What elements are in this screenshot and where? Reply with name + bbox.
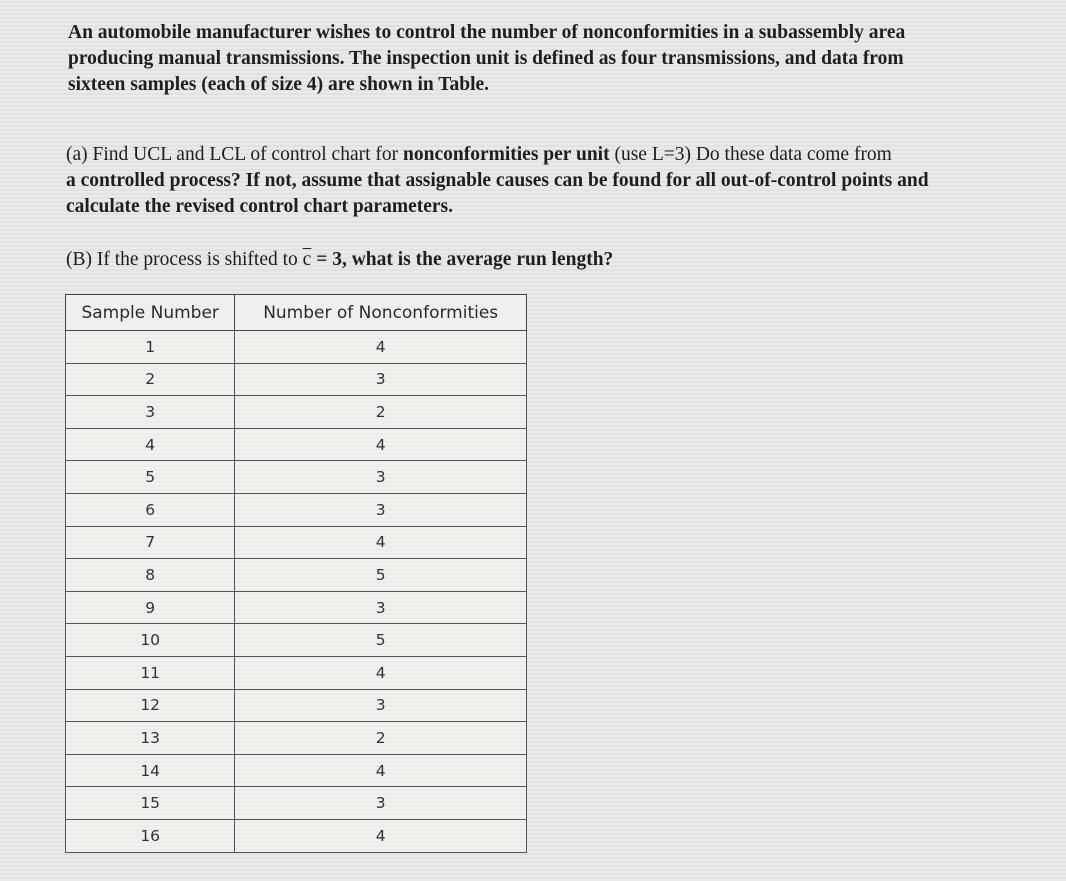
intro-line: An automobile manufacturer wishes to control the number of nonconformities in a subassembly area — [68, 22, 906, 43]
nonconformities-cell: 3 — [235, 493, 527, 526]
part-a-question — [66, 142, 1056, 220]
sample-number-cell: 9 — [66, 591, 235, 624]
nonconformities-cell: 5 — [235, 559, 527, 592]
nonconformities-cell: 3 — [235, 461, 527, 494]
table-row — [66, 819, 527, 852]
nonconformities-cell: 4 — [235, 428, 527, 461]
table-row — [66, 331, 527, 364]
nonconformities-cell: 5 — [235, 624, 527, 657]
part-b-prefix: (B) If the process is shifted to — [66, 249, 303, 270]
intro-line: sixteen samples (each of size 4) are shown in Table. — [68, 74, 490, 95]
table-row — [66, 754, 527, 787]
table-row — [66, 689, 527, 722]
nonconformities-cell: 2 — [235, 722, 527, 755]
sample-number-cell: 12 — [66, 689, 235, 722]
part-b-question — [66, 247, 766, 273]
table-row — [66, 559, 527, 592]
sample-number-cell: 8 — [66, 559, 235, 592]
header-sample-number: Sample Number — [66, 295, 235, 331]
table-row — [66, 624, 527, 657]
part-a-suffix: (use L=3) Do these data come from — [609, 144, 892, 165]
part-a-emphasis: nonconformities per unit — [403, 144, 610, 165]
nonconformities-cell: 3 — [235, 689, 527, 722]
sample-number-cell: 6 — [66, 493, 235, 526]
sample-number-cell: 10 — [66, 624, 235, 657]
table-row — [66, 363, 527, 396]
part-a-line-3: calculate the revised control chart parameters. — [66, 196, 454, 217]
sample-number-cell: 7 — [66, 526, 235, 559]
sample-number-cell: 4 — [66, 428, 235, 461]
sample-number-cell: 14 — [66, 754, 235, 787]
sample-number-cell: 3 — [66, 396, 235, 429]
table-row — [66, 722, 527, 755]
table-row — [66, 591, 527, 624]
intro-line: producing manual transmissions. The inspection unit is defined as four transmissions, and data from — [68, 48, 904, 69]
nonconformities-cell: 3 — [235, 591, 527, 624]
nonconformities-cell: 3 — [235, 363, 527, 396]
table-body — [66, 331, 527, 853]
part-a-line-1 — [66, 142, 1056, 168]
sample-number-cell: 5 — [66, 461, 235, 494]
table-header-row — [66, 295, 527, 331]
table-row — [66, 461, 527, 494]
sample-number-cell: 16 — [66, 819, 235, 852]
nonconformities-cell: 4 — [235, 656, 527, 689]
sample-number-cell: 15 — [66, 787, 235, 820]
sample-number-cell: 1 — [66, 331, 235, 364]
header-nonconformities: Number of Nonconformities — [235, 295, 527, 331]
c-bar-symbol: $\overline{c}$ — [302, 249, 312, 270]
table-row — [66, 493, 527, 526]
table-row — [66, 656, 527, 689]
part-a-prefix: (a) Find UCL and LCL of control chart for — [66, 144, 404, 165]
sample-number-cell: 2 — [66, 363, 235, 396]
part-b-line — [66, 247, 766, 273]
part-a-line-2: a controlled process? If not, assume that assignable causes can be found for all out-of-control points and — [66, 170, 929, 191]
nonconformities-cell: 3 — [235, 787, 527, 820]
nonconformities-cell: 4 — [235, 331, 527, 364]
nonconformities-table — [65, 294, 527, 853]
sample-number-cell: 11 — [66, 656, 235, 689]
data-table-container — [65, 294, 527, 853]
problem-intro — [68, 20, 1028, 98]
sample-number-cell: 13 — [66, 722, 235, 755]
nonconformities-cell: 4 — [235, 819, 527, 852]
part-b-suffix: = 3, what is the average run length? — [311, 249, 614, 270]
nonconformities-cell: 4 — [235, 526, 527, 559]
table-row — [66, 787, 527, 820]
table-row — [66, 428, 527, 461]
nonconformities-cell: 4 — [235, 754, 527, 787]
table-row — [66, 396, 527, 429]
nonconformities-cell: 2 — [235, 396, 527, 429]
table-row — [66, 526, 527, 559]
